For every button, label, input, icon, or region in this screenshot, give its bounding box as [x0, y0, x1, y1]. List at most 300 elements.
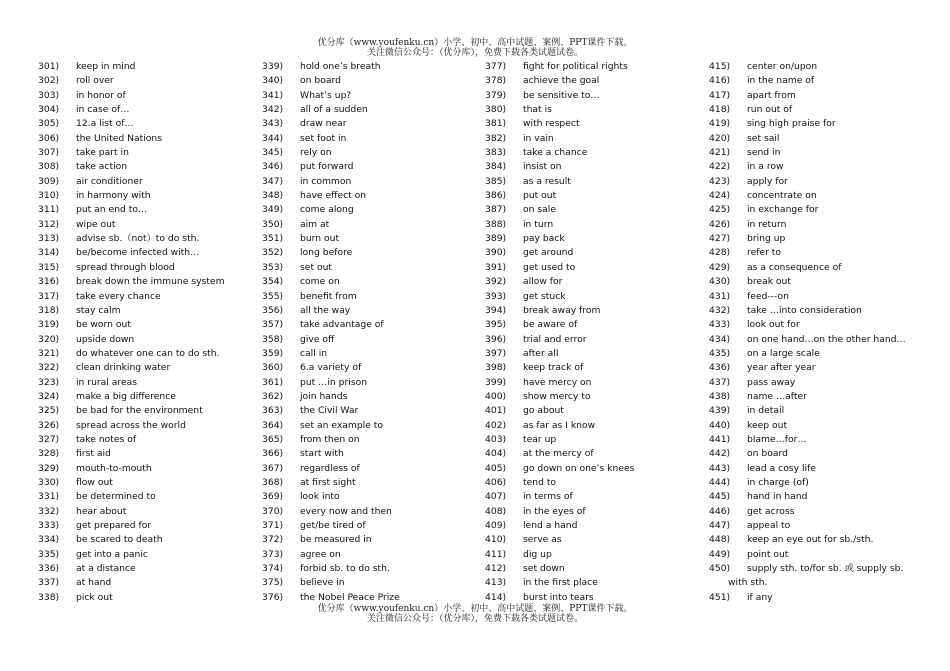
- phrase-text: hear about: [76, 505, 127, 517]
- item-number: 393): [485, 290, 507, 302]
- phrase-text: call in: [300, 347, 328, 359]
- phrase-text: year after year: [747, 362, 816, 374]
- item-number: 341): [262, 89, 284, 101]
- phrase-text: take every chance: [76, 290, 161, 302]
- phrase-text: take part in: [76, 147, 129, 159]
- item-number: 312): [38, 218, 60, 230]
- item-number: 335): [38, 548, 60, 560]
- item-number: 355): [262, 290, 284, 302]
- header-line-1: 优分库（www.youfenku.cn）小学、初中、高中试题、案例、PPT课件下载。: [317, 38, 633, 48]
- phrase-text: give off: [300, 333, 335, 345]
- item-number: 433): [709, 319, 731, 331]
- item-number: 302): [38, 75, 60, 87]
- phrase-text: set down: [523, 563, 565, 575]
- phrase-text: in turn: [523, 218, 554, 230]
- phrase-text: supply sth. to/for sb. 或 supply sb.: [747, 563, 904, 575]
- item-number: 370): [262, 505, 284, 517]
- phrase-text: set sail: [747, 132, 780, 144]
- item-number: 407): [485, 491, 507, 503]
- phrase-text: advise sb.（not）to do sth.: [76, 233, 200, 245]
- item-number: 368): [262, 476, 284, 488]
- phrase-text: all of a sudden: [300, 104, 368, 116]
- item-number: 315): [38, 261, 60, 273]
- phrase-text: in charge (of): [747, 476, 809, 488]
- item-number: 419): [709, 118, 731, 130]
- phrase-text: clean drinking water: [76, 362, 171, 374]
- item-number: 360): [262, 362, 284, 374]
- phrase-text-continued: with sth.: [728, 577, 768, 589]
- item-number: 334): [38, 534, 60, 546]
- phrase-text: the United Nations: [76, 132, 162, 144]
- phrase-text: in exchange for: [747, 204, 819, 216]
- item-number: 351): [262, 233, 284, 245]
- phrase-text: in the eyes of: [523, 505, 586, 517]
- footer-line-2: 关注微信公众号：（优分库），免费下载各类试题试卷。: [366, 614, 583, 624]
- item-number: 428): [709, 247, 731, 259]
- phrase-text: keep an eye out for sb./sth.: [747, 534, 874, 546]
- item-number: 381): [485, 118, 507, 130]
- phrase-text: trial and error: [523, 333, 587, 345]
- item-number: 366): [262, 448, 284, 460]
- phrase-text: aim at: [300, 218, 330, 230]
- phrase-text: if any: [747, 591, 773, 603]
- phrase-text: first aid: [76, 448, 111, 460]
- item-number: 426): [709, 218, 731, 230]
- item-number: 401): [485, 405, 507, 417]
- phrase-text: dig up: [523, 548, 552, 560]
- item-number: 446): [709, 505, 731, 517]
- item-number: 392): [485, 276, 507, 288]
- phrase-text: set an example to: [300, 419, 384, 431]
- phrase-text: at hand: [76, 577, 112, 589]
- item-number: 331): [38, 491, 60, 503]
- item-number: 399): [485, 376, 507, 388]
- phrase-text: from then on: [300, 433, 360, 445]
- phrase-text: get across: [747, 505, 795, 517]
- item-number: 369): [262, 491, 284, 503]
- phrase-text: make a big difference: [76, 390, 176, 402]
- phrase-text: put out: [523, 190, 557, 202]
- item-number: 394): [485, 304, 507, 316]
- phrase-text: keep track of: [523, 362, 584, 374]
- header-line-2: 关注微信公众号：（优分库），免费下载各类试题试卷。: [366, 48, 583, 58]
- item-number: 327): [38, 433, 60, 445]
- phrase-text: as a consequence of: [747, 261, 842, 273]
- phrase-text: get/be tired of: [300, 520, 366, 531]
- item-number: 382): [485, 132, 507, 144]
- item-number: 429): [709, 261, 731, 273]
- item-number: 338): [38, 591, 60, 603]
- item-number: 383): [485, 147, 507, 159]
- phrase-text: rely on: [300, 147, 332, 159]
- phrase-text: in the name of: [747, 75, 815, 87]
- item-number: 310): [38, 190, 60, 202]
- phrase-text: in terms of: [523, 491, 573, 503]
- item-number: 320): [38, 333, 60, 345]
- item-number: 408): [485, 505, 507, 517]
- item-number: 372): [262, 534, 284, 546]
- phrase-text: take action: [76, 161, 128, 173]
- item-number: 373): [262, 548, 284, 560]
- phrase-text: that is: [523, 104, 552, 116]
- item-number: 402): [485, 419, 507, 431]
- phrase-text: get into a panic: [76, 548, 148, 560]
- phrase-text: at first sight: [300, 476, 356, 488]
- phrase-text: break away from: [523, 304, 601, 316]
- phrase-text: be/become infected with…: [76, 247, 200, 259]
- item-number: 356): [262, 304, 284, 316]
- phrase-text: in common: [300, 175, 352, 187]
- item-number: 318): [38, 304, 60, 316]
- item-number: 403): [485, 433, 507, 445]
- phrase-text: What’s up?: [300, 89, 352, 101]
- phrase-text: set foot in: [300, 132, 347, 144]
- phrase-text: have mercy on: [523, 376, 592, 388]
- phrase-text: be determined to: [76, 491, 156, 503]
- item-number: 431): [709, 290, 731, 302]
- phrase-text: every now and then: [300, 505, 392, 517]
- item-number: 436): [709, 362, 731, 374]
- phrase-text: put …in prison: [300, 376, 368, 388]
- item-number: 352): [262, 247, 284, 259]
- item-number: 309): [38, 175, 60, 187]
- item-number: 415): [709, 61, 731, 72]
- item-number: 404): [485, 448, 507, 460]
- phrase-text: tear up: [523, 433, 557, 445]
- phrase-text: apart from: [747, 89, 796, 101]
- phrase-text: put forward: [300, 161, 354, 173]
- item-number: 384): [485, 161, 507, 173]
- phrase-text: keep out: [747, 419, 788, 431]
- phrase-text: in a row: [747, 161, 784, 173]
- phrase-text: pass away: [747, 376, 796, 388]
- item-number: 442): [709, 448, 731, 460]
- page-footer: [0, 604, 950, 624]
- phrase-text: in case of…: [76, 104, 130, 116]
- phrase-text: pick out: [76, 591, 113, 603]
- item-number: 333): [38, 520, 60, 531]
- item-number: 412): [485, 563, 507, 575]
- item-number: 316): [38, 276, 60, 288]
- item-number: 326): [38, 419, 60, 431]
- phrase-text: put an end to…: [76, 204, 148, 216]
- phrase-text: upside down: [76, 333, 135, 345]
- phrase-text: get around: [523, 247, 574, 259]
- item-number: 440): [709, 419, 731, 431]
- phrase-text: go about: [523, 405, 564, 417]
- phrase-text: all the way: [300, 304, 351, 316]
- item-number: 443): [709, 462, 731, 474]
- item-number: 391): [485, 261, 507, 273]
- item-number: 411): [485, 548, 507, 560]
- phrase-text: refer to: [747, 247, 782, 259]
- phrase-text: hold one’s breath: [300, 61, 381, 72]
- phrase-text: name …after: [747, 390, 807, 402]
- item-number: 389): [485, 233, 507, 245]
- item-number: 397): [485, 347, 507, 359]
- phrase-text: take advantage of: [300, 319, 384, 331]
- phrase-text: come along: [300, 204, 354, 216]
- phrase-text: bring up: [747, 233, 786, 245]
- item-number: 388): [485, 218, 507, 230]
- item-number: 377): [485, 61, 507, 72]
- phrase-text: show mercy to: [523, 390, 591, 402]
- item-number: 409): [485, 520, 507, 531]
- item-number: 350): [262, 218, 284, 230]
- item-number: 422): [709, 161, 731, 173]
- phrase-text: on sale: [523, 204, 556, 216]
- phrase-text: in detail: [747, 405, 785, 417]
- item-number: 345): [262, 147, 284, 159]
- item-number: 324): [38, 390, 60, 402]
- item-number: 417): [709, 89, 731, 101]
- item-number: 451): [709, 591, 731, 603]
- phrase-text: agree on: [300, 548, 341, 560]
- phrase-text: 12.a list of…: [76, 118, 134, 130]
- phrase-text: get prepared for: [76, 520, 152, 531]
- item-number: 319): [38, 319, 60, 331]
- phrase-text: achieve the goal: [523, 75, 600, 87]
- phrase-text: send in: [747, 147, 781, 159]
- item-number: 430): [709, 276, 731, 288]
- phrase-text: in harmony with: [76, 190, 151, 202]
- phrase-text: be aware of: [523, 319, 578, 331]
- item-number: 364): [262, 419, 284, 431]
- item-number: 396): [485, 333, 507, 345]
- phrase-text: take …into consideration: [747, 304, 862, 316]
- item-number: 450): [709, 563, 731, 575]
- item-number: 361): [262, 376, 284, 388]
- phrase-text: run out of: [747, 104, 793, 116]
- page-header: [0, 38, 950, 58]
- item-number: 421): [709, 147, 731, 159]
- phrase-text: pay back: [523, 233, 565, 245]
- item-number: 375): [262, 577, 284, 589]
- item-number: 378): [485, 75, 507, 87]
- phrase-text: hand in hand: [747, 491, 808, 503]
- phrase-text: as a result: [523, 175, 571, 187]
- item-number: 359): [262, 347, 284, 359]
- item-number: 330): [38, 476, 60, 488]
- phrase-text: 6.a variety of: [300, 362, 362, 374]
- item-number: 449): [709, 548, 731, 560]
- item-number: 311): [38, 204, 60, 216]
- item-number: 339): [262, 61, 284, 72]
- item-number: 376): [262, 591, 284, 603]
- phrase-text: with respect: [523, 118, 580, 130]
- item-number: 322): [38, 362, 60, 374]
- phrase-text: forbid sb. to do sth.: [300, 563, 390, 575]
- phrase-text: keep in mind: [76, 61, 136, 72]
- phrase-text: after all: [523, 347, 559, 359]
- phrase-text: concentrate on: [747, 190, 817, 202]
- item-number: 437): [709, 376, 731, 388]
- phrase-text: benefit from: [300, 290, 357, 302]
- item-number: 432): [709, 304, 731, 316]
- phrase-text: air conditioner: [76, 175, 143, 187]
- phrase-text: regardless of: [300, 462, 360, 474]
- item-number: 354): [262, 276, 284, 288]
- item-number: 447): [709, 520, 731, 531]
- item-number: 441): [709, 433, 731, 445]
- item-number: 420): [709, 132, 731, 144]
- item-number: 423): [709, 175, 731, 187]
- phrase-text: the Civil War: [300, 405, 359, 417]
- item-number: 413): [485, 577, 507, 589]
- item-number: 400): [485, 390, 507, 402]
- item-number: 367): [262, 462, 284, 474]
- phrase-text: be scared to death: [76, 534, 163, 546]
- phrase-text: long before: [300, 247, 353, 259]
- phrase-text: center on/upon: [747, 61, 818, 72]
- phrase-text: allow for: [523, 276, 563, 288]
- item-number: 343): [262, 118, 284, 130]
- phrase-text: apply for: [747, 175, 788, 187]
- item-number: 321): [38, 347, 60, 359]
- phrase-text: flow out: [76, 476, 113, 488]
- item-number: 337): [38, 577, 60, 589]
- item-number: 390): [485, 247, 507, 259]
- item-number: 365): [262, 433, 284, 445]
- item-number: 307): [38, 147, 60, 159]
- phrase-text: lead a cosy life: [747, 462, 816, 474]
- phrase-text: believe in: [300, 577, 345, 589]
- item-number: 353): [262, 261, 284, 273]
- item-number: 348): [262, 190, 284, 202]
- item-number: 379): [485, 89, 507, 101]
- item-number: 358): [262, 333, 284, 345]
- item-number: 395): [485, 319, 507, 331]
- item-number: 346): [262, 161, 284, 173]
- item-number: 340): [262, 75, 284, 87]
- item-number: 439): [709, 405, 731, 417]
- item-number: 385): [485, 175, 507, 187]
- item-number: 328): [38, 448, 60, 460]
- phrase-text: insist on: [523, 161, 562, 173]
- phrase-text: start with: [300, 448, 344, 460]
- item-number: 325): [38, 405, 60, 417]
- phrase-text: draw near: [300, 118, 347, 130]
- item-number: 398): [485, 362, 507, 374]
- phrase-text: on a large scale: [747, 347, 820, 359]
- phrase-text: take a chance: [523, 147, 588, 159]
- phrase-text: feed---on: [747, 290, 789, 302]
- item-number: 342): [262, 104, 284, 116]
- item-number: 435): [709, 347, 731, 359]
- item-number: 313): [38, 233, 60, 245]
- phrase-text: at a distance: [76, 563, 136, 575]
- phrase-text: join hands: [300, 390, 348, 402]
- phrase-text: be worn out: [76, 319, 131, 331]
- phrase-text: at the mercy of: [523, 448, 594, 460]
- phrase-text: the Nobel Peace Prize: [300, 591, 400, 603]
- item-number: 336): [38, 563, 60, 575]
- phrase-text: break out: [747, 276, 791, 288]
- item-number: 444): [709, 476, 731, 488]
- item-number: 349): [262, 204, 284, 216]
- phrase-text: sing high praise for: [747, 118, 836, 130]
- phrase-text: stay calm: [76, 304, 121, 316]
- item-number: 329): [38, 462, 60, 474]
- phrase-text: in rural areas: [76, 376, 138, 388]
- item-number: 308): [38, 161, 60, 173]
- item-number: 362): [262, 390, 284, 402]
- item-number: 357): [262, 319, 284, 331]
- phrase-text: go down on one’s knees: [523, 462, 635, 474]
- item-number: 416): [709, 75, 731, 87]
- phrase-text: roll over: [76, 75, 114, 87]
- phrase-text: as far as I know: [523, 419, 596, 431]
- item-number: 427): [709, 233, 731, 245]
- item-number: 314): [38, 247, 60, 259]
- item-number: 363): [262, 405, 284, 417]
- phrase-text: do whatever one can to do sth.: [76, 347, 220, 359]
- phrase-text: appeal to: [747, 520, 791, 531]
- item-number: 332): [38, 505, 60, 517]
- phrase-text: set out: [300, 261, 333, 273]
- phrase-text: spread through blood: [76, 261, 175, 273]
- item-number: 304): [38, 104, 60, 116]
- item-number: 445): [709, 491, 731, 503]
- phrase-text: get used to: [523, 261, 576, 273]
- item-number: 434): [709, 333, 731, 345]
- phrase-text: take notes of: [76, 433, 137, 445]
- item-number: 306): [38, 132, 60, 144]
- phrase-text: have effect on: [300, 190, 367, 202]
- item-number: 438): [709, 390, 731, 402]
- phrase-text: on board: [747, 448, 788, 460]
- phrase-text: fight for political rights: [523, 61, 628, 72]
- phrase-text: in vain: [523, 132, 554, 144]
- phrase-text: spread across the world: [76, 419, 186, 431]
- item-number: 317): [38, 290, 60, 302]
- item-number: 406): [485, 476, 507, 488]
- item-number: 448): [709, 534, 731, 546]
- phrase-text: be bad for the environment: [76, 405, 203, 417]
- phrase-text: be sensitive to…: [523, 89, 600, 101]
- item-number: 305): [38, 118, 60, 130]
- phrase-text: tend to: [523, 476, 557, 488]
- phrase-text: on board: [300, 75, 341, 87]
- phrase-text: serve as: [523, 534, 562, 546]
- item-number: 301): [38, 61, 60, 72]
- phrase-text: on one hand…on the other hand…: [747, 333, 906, 345]
- phrase-text: get stuck: [523, 290, 566, 302]
- phrase-text: in the first place: [523, 577, 598, 589]
- item-number: 387): [485, 204, 507, 216]
- phrase-text: in return: [747, 218, 787, 230]
- item-number: 323): [38, 376, 60, 388]
- item-number: 410): [485, 534, 507, 546]
- phrase-text: blame…for…: [747, 433, 807, 445]
- phrase-text: come on: [300, 276, 340, 288]
- item-number: 374): [262, 563, 284, 575]
- phrase-text: look into: [300, 491, 340, 503]
- phrase-text: in honor of: [76, 89, 126, 101]
- phrase-text: look out for: [747, 319, 800, 331]
- phrase-text: lend a hand: [523, 520, 578, 531]
- phrase-text: burn out: [300, 233, 340, 245]
- item-number: 414): [485, 591, 507, 603]
- item-number: 386): [485, 190, 507, 202]
- phrase-text: be measured in: [300, 534, 372, 546]
- phrase-text: burst into tears: [523, 591, 594, 603]
- item-number: 418): [709, 104, 731, 116]
- item-number: 405): [485, 462, 507, 474]
- phrase-text: wipe out: [76, 218, 116, 230]
- footer-line-1: 优分库（www.youfenku.cn）小学、初中、高中试题、案例、PPT课件下载。: [317, 604, 633, 614]
- item-number: 344): [262, 132, 284, 144]
